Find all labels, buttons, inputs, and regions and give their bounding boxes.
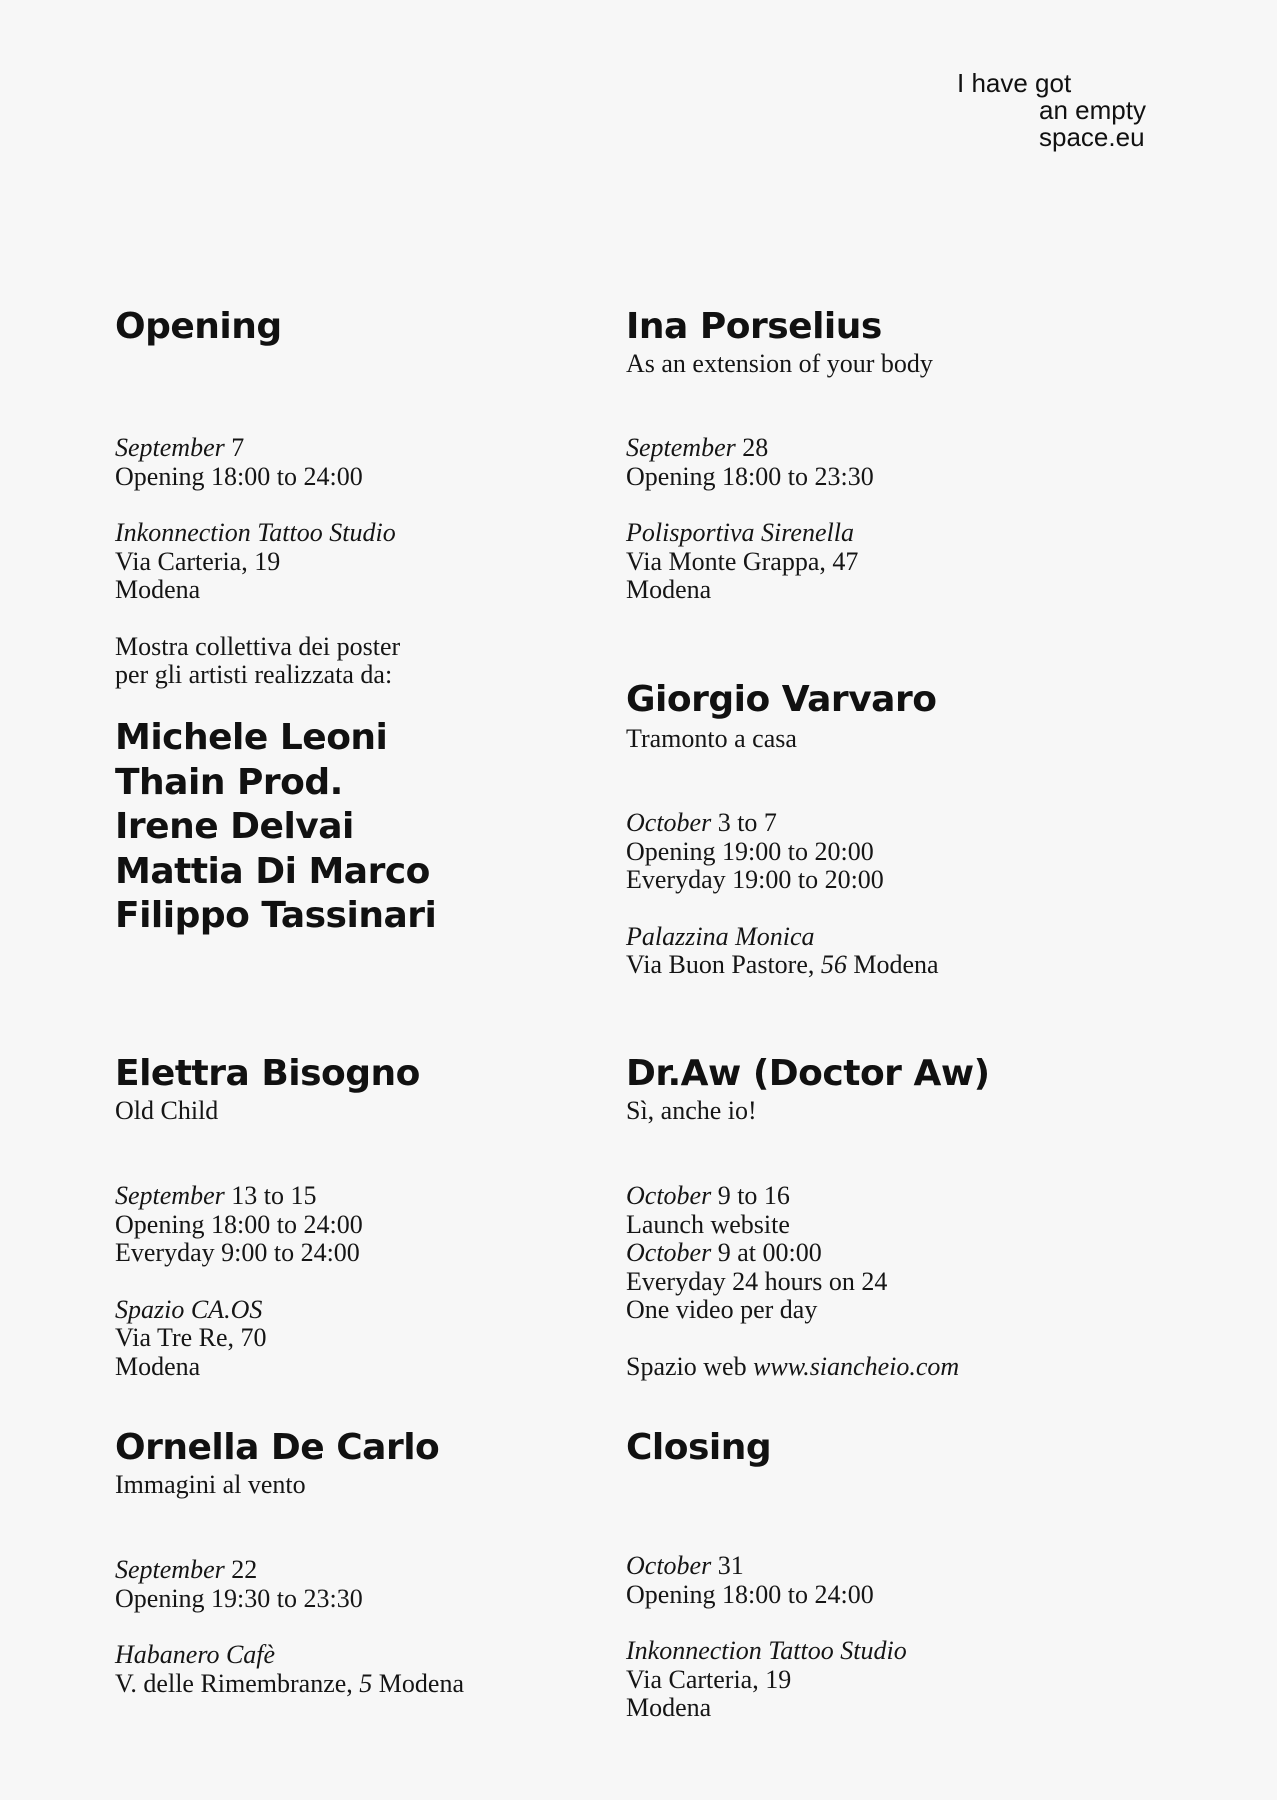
opening-city: Modena (115, 575, 201, 604)
logo-line-1: I have got (957, 68, 1072, 98)
bisogno-hours-1: Opening 18:00 to 24:00 (115, 1209, 363, 1239)
varvaro-venue: Palazzina Monica (626, 921, 815, 951)
logo-line-2: an empty (1039, 95, 1146, 125)
bisogno-venue: Spazio CA.OS (115, 1294, 263, 1324)
closing-hours: Opening 18:00 to 24:00 (626, 1579, 874, 1609)
closing-city: Modena (626, 1693, 712, 1722)
opening-venue: Inkonnection Tattoo Studio (115, 518, 396, 547)
bisogno-street: Via Tre Re, 70 (115, 1323, 267, 1352)
draw-web-link[interactable]: www.siancheio.com (753, 1351, 960, 1381)
draw-date: October 9 to 16 (626, 1181, 790, 1210)
draw-title: Dr.Aw (Doctor Aw) (626, 1053, 990, 1094)
decarlo-details (115, 1556, 464, 1698)
decarlo-hours: Opening 19:30 to 23:30 (115, 1583, 363, 1613)
draw-launch: Launch website (626, 1209, 790, 1239)
opening-desc-1: Mostra collettiva dei poster (115, 631, 401, 661)
varvaro-hours-2: Everyday 19:00 to 20:00 (626, 865, 884, 894)
logo-line-3: space.eu (1039, 122, 1145, 152)
porselius-subtitle: As an extension of your body (626, 349, 933, 378)
draw-video: One video per day (626, 1295, 818, 1324)
artists-list (115, 716, 436, 939)
draw-details (626, 1182, 959, 1381)
decarlo-subtitle: Immagini al vento (115, 1470, 306, 1499)
porselius-street: Via Monte Grappa, 47 (626, 546, 859, 576)
opening-details (115, 434, 400, 690)
draw-web: Spazio web www.siancheio.com (626, 1351, 960, 1381)
porselius-city: Modena (626, 575, 712, 604)
artist-name: Mattia Di Marco (115, 850, 430, 892)
closing-title: Closing (626, 1427, 772, 1468)
porselius-date: September 28 (626, 433, 769, 462)
varvaro-subtitle: Tramonto a casa (626, 724, 797, 753)
closing-date: October 31 (626, 1551, 744, 1580)
draw-everyday: Everyday 24 hours on 24 (626, 1266, 888, 1296)
varvaro-details (626, 809, 939, 980)
opening-date: September 7 (115, 433, 245, 462)
draw-subtitle: Sì, anche io! (626, 1096, 757, 1125)
opening-section (115, 305, 282, 349)
closing-section (626, 1426, 771, 1470)
closing-street: Via Carteria, 19 (626, 1664, 792, 1694)
porselius-details (626, 434, 874, 605)
varvaro-street: Via Buon Pastore, 56 Modena (626, 950, 939, 979)
bisogno-title: Elettra Bisogno (115, 1053, 420, 1094)
decarlo-street: V. delle Rimembranze, 5 Modena (115, 1668, 464, 1698)
draw-section (626, 1052, 990, 1126)
bisogno-hours-2: Everyday 9:00 to 24:00 (115, 1238, 360, 1267)
draw-date-2: October 9 at 00:00 (626, 1238, 822, 1267)
site-logo (957, 70, 1146, 151)
bisogno-section (115, 1052, 420, 1126)
varvaro-hours-1: Opening 19:00 to 20:00 (626, 836, 874, 866)
opening-desc-2: per gli artisti realizzata da: (115, 660, 393, 689)
closing-details (626, 1552, 907, 1723)
bisogno-subtitle: Old Child (115, 1096, 219, 1125)
decarlo-title: Ornella De Carlo (115, 1427, 440, 1468)
opening-title: Opening (115, 306, 282, 347)
decarlo-section (115, 1426, 439, 1500)
porselius-title: Ina Porselius (626, 306, 882, 347)
opening-hours: Opening 18:00 to 24:00 (115, 461, 363, 491)
bisogno-date: September 13 to 15 (115, 1181, 317, 1210)
decarlo-date: September 22 (115, 1555, 258, 1584)
opening-street: Via Carteria, 19 (115, 546, 281, 576)
artist-name: Thain Prod. (115, 761, 343, 803)
porselius-venue: Polisportiva Sirenella (626, 518, 854, 547)
artist-name: Michele Leoni (115, 717, 388, 758)
varvaro-date: October 3 to 7 (626, 808, 777, 837)
bisogno-details (115, 1182, 363, 1381)
artist-name: Filippo Tassinari (115, 895, 437, 936)
porselius-hours: Opening 18:00 to 23:30 (626, 461, 874, 491)
porselius-section (626, 305, 933, 379)
varvaro-title: Giorgio Varvaro (626, 679, 937, 720)
decarlo-venue: Habanero Cafè (115, 1640, 276, 1669)
artist-name: Irene Delvai (115, 806, 354, 847)
varvaro-section (626, 678, 936, 754)
bisogno-city: Modena (115, 1351, 201, 1381)
closing-venue: Inkonnection Tattoo Studio (626, 1636, 907, 1665)
